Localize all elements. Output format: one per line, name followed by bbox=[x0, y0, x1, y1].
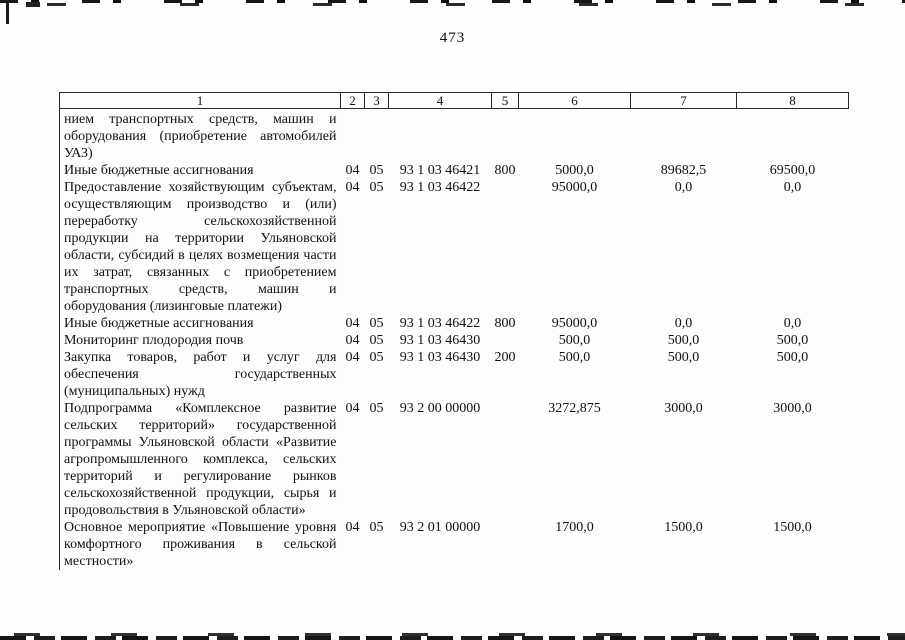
cell-amount-3: 0,0 bbox=[783, 316, 802, 331]
table-row bbox=[60, 519, 849, 570]
cell-amount-1: 3272,875 bbox=[548, 401, 601, 416]
cell-amount-1: 95000,0 bbox=[551, 180, 598, 195]
table-row bbox=[60, 162, 849, 179]
cell-rz: 04 bbox=[345, 520, 360, 535]
cell-rz: 04 bbox=[345, 401, 360, 416]
cell-amount-3: 500,0 bbox=[776, 350, 809, 365]
cell-csr: 93 2 00 00000 bbox=[399, 401, 481, 416]
cell-amount-1: 5000,0 bbox=[555, 163, 594, 178]
budget-allocations-table bbox=[59, 92, 849, 570]
cell-amount-2: 0,0 bbox=[674, 180, 693, 195]
cell-amount-2: 0,0 bbox=[674, 316, 693, 331]
scan-noise-mark bbox=[26, 2, 40, 7]
cell-amount-3: 69500,0 bbox=[769, 163, 816, 178]
cell-amount-2: 1500,0 bbox=[664, 520, 703, 535]
cell-csr: 93 1 03 46422 bbox=[399, 180, 481, 195]
cell-name: Мониторинг плодородия почв bbox=[64, 333, 244, 348]
cell-rz: 04 bbox=[345, 333, 360, 348]
cell-rz: 04 bbox=[345, 163, 360, 178]
cell-pr: 05 bbox=[369, 520, 384, 535]
column-header: 7 bbox=[631, 93, 737, 109]
cell-pr: 05 bbox=[369, 316, 384, 331]
column-header: 2 bbox=[341, 93, 365, 109]
column-header: 5 bbox=[492, 93, 519, 109]
cell-name: Иные бюджетные ассигнования bbox=[64, 316, 254, 331]
cell-pr: 05 bbox=[369, 163, 384, 178]
table-body bbox=[60, 109, 849, 571]
cell-csr: 93 1 03 46422 bbox=[399, 316, 481, 331]
cell-vr bbox=[492, 519, 519, 570]
table-row bbox=[60, 315, 849, 332]
table-row bbox=[60, 179, 849, 315]
cell-amount-2: 3000,0 bbox=[664, 401, 703, 416]
cell-csr: 93 1 03 46430 bbox=[399, 350, 481, 365]
cell-amount-2 bbox=[631, 109, 737, 163]
cell-amount-2: 89682,5 bbox=[660, 163, 707, 178]
cell-amount-2: 500,0 bbox=[667, 350, 700, 365]
cell-vr: 800 bbox=[494, 163, 516, 178]
cell-amount-1: 500,0 bbox=[558, 350, 591, 365]
cell-name: Подпрограмма «Комплексное развитие сельских территорий» государственной программы Ульяновской области «Развитие агропромышленного комплекса, сельских территорий и регулирование рынков сельскохозяйственной продукции, сырья и продовольствия в Ульяновской области» bbox=[64, 401, 337, 518]
cell-csr bbox=[389, 109, 492, 163]
column-header: 8 bbox=[737, 93, 849, 109]
column-header: 4 bbox=[389, 93, 492, 109]
table-row bbox=[60, 400, 849, 519]
cell-amount-3: 3000,0 bbox=[773, 401, 812, 416]
cell-pr: 05 bbox=[369, 180, 384, 195]
page-number: 473 bbox=[439, 30, 466, 46]
table-row bbox=[60, 109, 849, 163]
cell-csr: 93 1 03 46430 bbox=[399, 333, 481, 348]
cell-amount-1: 95000,0 bbox=[551, 316, 598, 331]
scan-noise-corner-mark bbox=[6, 0, 9, 24]
cell-csr: 93 2 01 00000 bbox=[399, 520, 481, 535]
cell-amount-1 bbox=[519, 109, 631, 163]
cell-vr bbox=[492, 332, 519, 349]
cell-amount-3: 1500,0 bbox=[773, 520, 812, 535]
cell-name: Закупка товаров, работ и услуг для обеспечения государственных (муниципальных) нужд bbox=[64, 350, 337, 399]
cell-amount-3: 0,0 bbox=[783, 180, 802, 195]
cell-pr bbox=[365, 109, 389, 163]
scan-noise-top-edge bbox=[0, 0, 905, 7]
cell-name: нием транспортных средств, машин и оборудования (приобретение автомобилей УАЗ) bbox=[64, 112, 337, 161]
cell-pr: 05 bbox=[369, 401, 384, 416]
cell-pr: 05 bbox=[369, 333, 384, 348]
cell-rz bbox=[341, 109, 365, 163]
cell-name: Основное мероприятие «Повышение уровня комфортного проживания в сельской местности» bbox=[64, 520, 337, 569]
cell-amount-3 bbox=[737, 109, 849, 163]
cell-vr bbox=[492, 179, 519, 315]
scan-noise-bottom-edge bbox=[0, 632, 905, 640]
cell-csr: 93 1 03 46421 bbox=[399, 163, 481, 178]
cell-rz: 04 bbox=[345, 350, 360, 365]
column-header: 1 bbox=[60, 93, 341, 109]
table-header-row bbox=[60, 93, 849, 109]
cell-vr bbox=[492, 109, 519, 163]
cell-vr: 200 bbox=[494, 350, 516, 365]
column-header: 3 bbox=[365, 93, 389, 109]
column-header: 6 bbox=[519, 93, 631, 109]
cell-amount-3: 500,0 bbox=[776, 333, 809, 348]
cell-vr: 800 bbox=[494, 316, 516, 331]
cell-amount-1: 500,0 bbox=[558, 333, 591, 348]
cell-amount-1: 1700,0 bbox=[555, 520, 594, 535]
cell-rz: 04 bbox=[345, 316, 360, 331]
cell-name: Предоставление хозяйствующим субъектам, осуществляющим производство и (или) переработку сельскохозяйственной продукции на территории Ульяновской области, субсидий в целях возмещения части их затрат, связанных с приобретением транспортных средств, машин и оборудования (лизинговые платежи) bbox=[64, 180, 337, 314]
table-row bbox=[60, 332, 849, 349]
table-row bbox=[60, 349, 849, 400]
cell-amount-2: 500,0 bbox=[667, 333, 700, 348]
cell-name: Иные бюджетные ассигнования bbox=[64, 163, 254, 178]
cell-pr: 05 bbox=[369, 350, 384, 365]
cell-rz: 04 bbox=[345, 180, 360, 195]
cell-vr bbox=[492, 400, 519, 519]
